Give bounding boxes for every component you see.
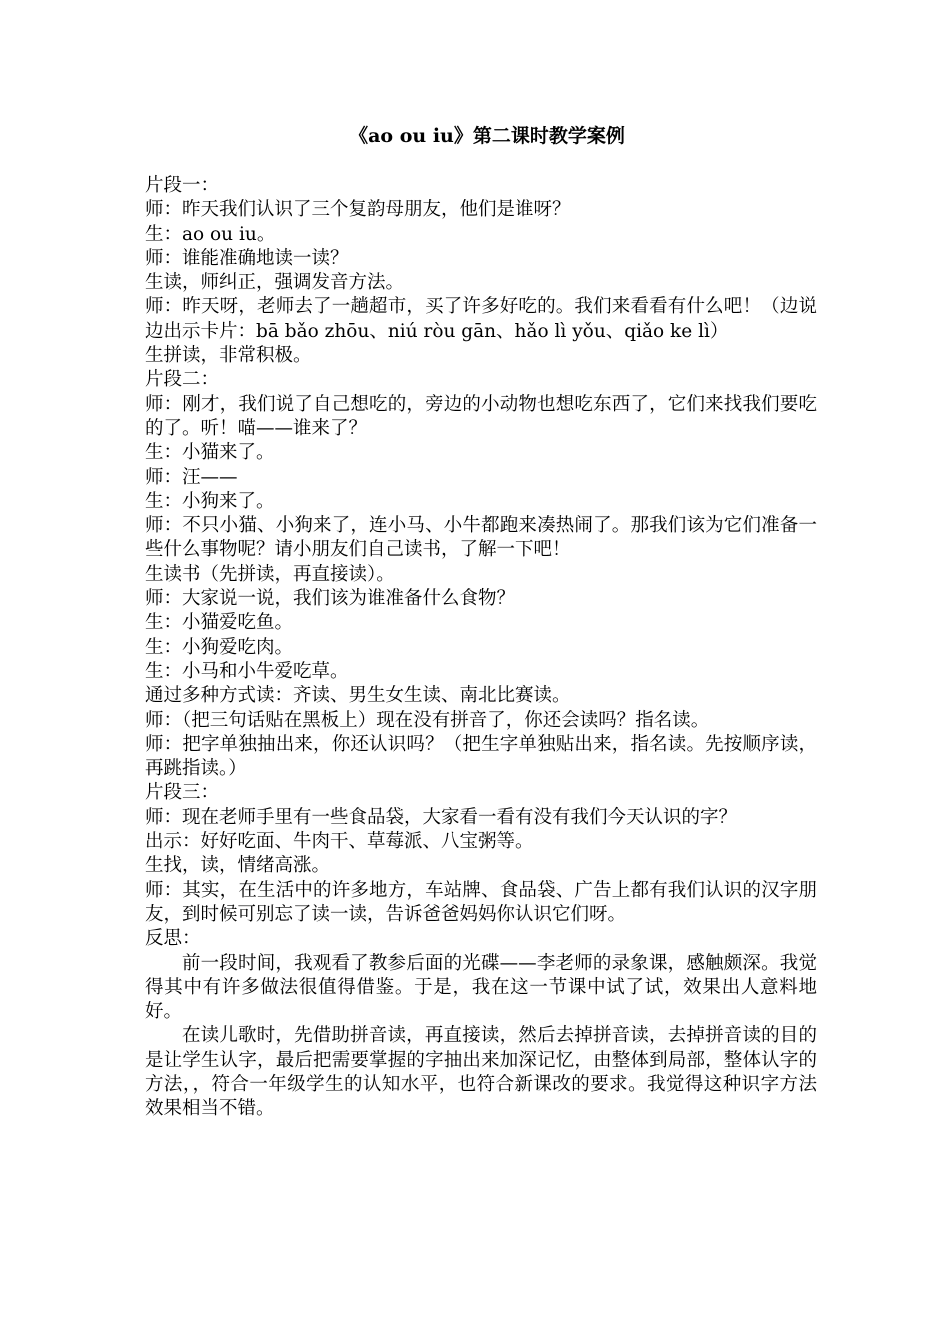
text-line: 片段三： bbox=[145, 782, 220, 804]
text-line: 生：小狗来了。 bbox=[145, 490, 275, 512]
text-line: 师：刚才，我们说了自己想吃的，旁边的小动物也想吃东西了，它们来找我们要吃的了。听！喵——谁来了？ bbox=[145, 393, 817, 439]
text-line: 通过多种方式读：齐读、男生女生读、南北比赛读。 bbox=[145, 685, 571, 707]
reflection-paragraph: 在读儿歌时，先借助拼音读，再直接读，然后去掉拼音读，去掉拼音读的目的是让学生认字，最后把需要掌握的字抽出来加深记忆，由整体到局部，整体认字的方法，，符合一年级学生的认知水平，也符合新课改的要求。我觉得这种识字方法效果相当不错。 bbox=[145, 1025, 817, 1120]
document-body bbox=[145, 174, 817, 1122]
text-line: 生找，读，情绪高涨。 bbox=[145, 855, 331, 877]
text-line: 生读，师纠正，强调发音方法。 bbox=[145, 272, 405, 294]
text-line: 生：ao ou iu。 bbox=[145, 223, 276, 245]
text-line: 师：大家说一说，我们该为谁准备什么食物？ bbox=[145, 588, 516, 610]
text-line: 师：汪—— bbox=[145, 466, 238, 488]
text-line: 反思： bbox=[145, 928, 201, 950]
text-line: 片段一： bbox=[145, 175, 220, 196]
document-page bbox=[145, 120, 817, 1122]
text-line: 师：把字单独抽出来，你还认识吗？（把生字单独贴出来，指名读。先按顺序读，再跳指读。） bbox=[145, 733, 817, 780]
text-line: 出示：好好吃面、牛肉干、草莓派、八宝粥等。 bbox=[145, 831, 534, 853]
text-line: 生：小马和小牛爱吃草。 bbox=[145, 660, 349, 682]
text-line: 生读书（先拼读，再直接读）。 bbox=[145, 563, 395, 585]
text-line: 生：小猫爱吃鱼。 bbox=[145, 612, 294, 634]
text-line: 师：昨天我们认识了三个复韵母朋友，他们是谁呀？ bbox=[145, 199, 571, 221]
reflection-paragraph: 前一段时间，我观看了教参后面的光碟——李老师的录象课，感触颇深。我觉得其中有许多做法很值得借鉴。于是，我在这一节课中试了试，效果出人意料地好。 bbox=[145, 952, 817, 1023]
text-line: 师：昨天呀，老师去了一趟超市，买了许多好吃的。我们来看看有什么吧！（边说边出示卡片：bā bǎo zhōu、niú ròu gān、hǎo lì yǒu、qiǎo ke lì） bbox=[145, 296, 817, 342]
text-line: 片段二： bbox=[145, 369, 220, 391]
text-line: 生：小狗爱吃肉。 bbox=[145, 636, 294, 658]
text-line: 师：不只小猫、小狗来了，连小马、小牛都跑来凑热闹了。那我们该为它们准备一些什么事物呢？请小朋友们自己读书，了解一下吧！ bbox=[145, 515, 817, 561]
text-line: 师：现在老师手里有一些食品袋，大家看一看有没有我们今天认识的字？ bbox=[145, 806, 738, 828]
text-line: 师：谁能准确地读一读？ bbox=[145, 247, 349, 269]
text-line: 师：其实，在生活中的许多地方，车站牌、食品袋、广告上都有我们认识的汉字朋友，到时候可别忘了读一读，告诉爸爸妈妈你认识它们呀。 bbox=[145, 879, 817, 925]
text-line: 生：小猫来了。 bbox=[145, 442, 275, 464]
document-title: 《ao ou iu》第二课时教学案例 bbox=[349, 125, 625, 147]
text-line: 师：（把三句话贴在黑板上）现在没有拼音了，你还会读吗？指名读。 bbox=[145, 709, 710, 731]
text-line: 生拼读，非常积极。 bbox=[145, 345, 312, 367]
